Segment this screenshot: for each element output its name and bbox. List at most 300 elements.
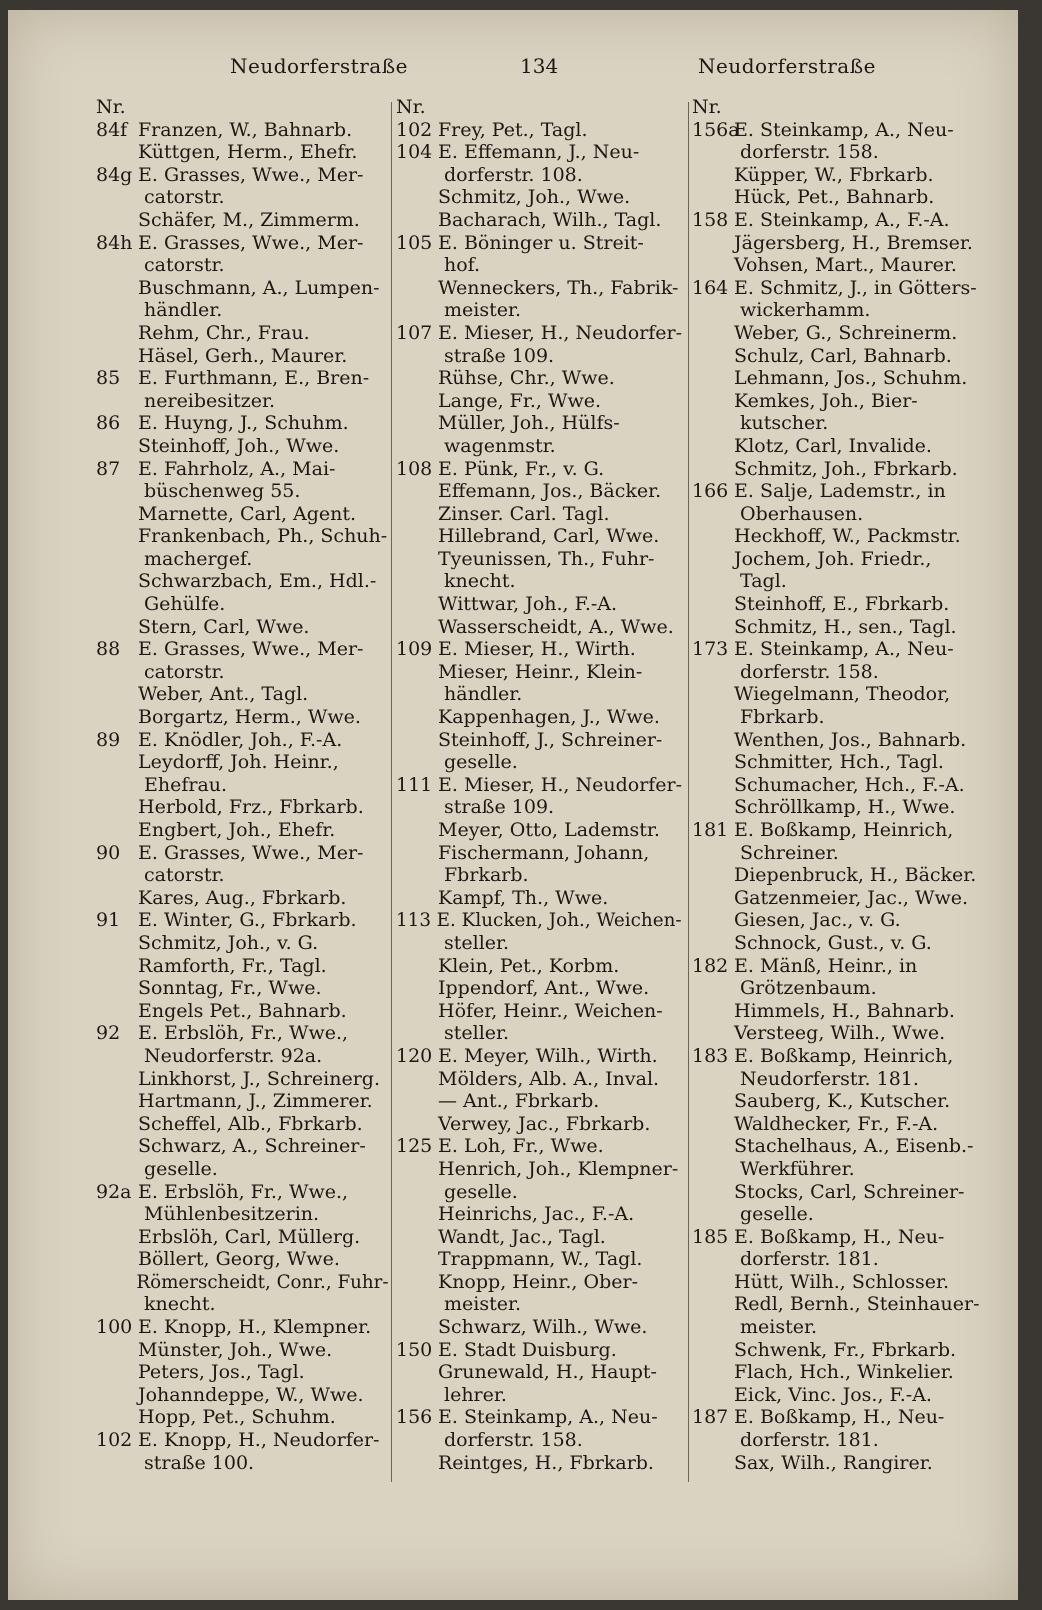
entry-text: Hütt, Wilh., Schlosser.	[734, 1270, 950, 1293]
entry-text: E. Grasses, Wwe., Mer-	[138, 163, 364, 186]
directory-entry	[692, 887, 998, 910]
entry-continuation	[396, 1181, 682, 1204]
directory-entry	[396, 458, 682, 481]
entry-text: knecht.	[144, 1293, 216, 1316]
directory-entry	[396, 1045, 682, 1068]
directory-entry	[396, 1406, 682, 1429]
entry-text: Steinhoff, J., Schreiner-	[438, 728, 663, 751]
directory-entry	[96, 1181, 388, 1204]
entry-text: Engbert, Joh., Ehefr.	[138, 819, 336, 841]
house-number: 102	[96, 1429, 133, 1452]
entry-text: E. Winter, G., Fbrkarb.	[138, 909, 357, 932]
entry-text: Marnette, Carl, Agent.	[138, 502, 357, 525]
directory-entry	[396, 955, 682, 978]
entry-text: knecht.	[444, 570, 516, 593]
entry-text: Schreiner.	[740, 841, 839, 864]
entry-text: Fbrkarb.	[444, 864, 529, 887]
entry-text: Fischermann, Johann,	[438, 841, 650, 864]
directory-entry	[692, 593, 998, 616]
entry-text: E. Knödler, Joh., F.-A.	[138, 728, 343, 751]
directory-entry	[692, 548, 998, 571]
directory-entry	[396, 774, 682, 797]
directory-entry	[692, 1226, 998, 1249]
entry-text: E. Fahrholz, A., Mai-	[138, 457, 336, 480]
house-number: 89	[96, 728, 121, 751]
entry-continuation	[396, 1022, 682, 1045]
entry-text: Sauberg, K., Kutscher.	[734, 1090, 951, 1113]
entry-text: kutscher.	[740, 412, 829, 435]
entry-text: Schröllkamp, H., Wwe.	[734, 796, 956, 819]
entry-text: dorferstr. 158.	[740, 660, 879, 683]
entry-text: catorstr.	[144, 864, 225, 887]
directory-entry	[96, 412, 388, 435]
directory-entry	[396, 390, 682, 413]
directory-entry	[396, 1248, 682, 1271]
house-number: 86	[96, 412, 121, 435]
entry-text: E. Knopp, H., Klempner.	[138, 1316, 372, 1339]
house-number: 166	[692, 480, 729, 503]
entry-text: E. Klucken, Joh., Weichen-	[436, 909, 682, 932]
entry-text: Fbrkarb.	[740, 706, 825, 729]
directory-entry	[396, 638, 682, 661]
house-number: 125	[396, 1135, 433, 1158]
entry-text: geselle.	[444, 751, 518, 774]
directory-entry	[396, 1339, 682, 1362]
entry-text: E. Erbslöh, Fr., Wwe.,	[138, 1180, 349, 1203]
entry-continuation	[96, 1045, 388, 1068]
directory-entry	[96, 503, 388, 526]
directory-entry	[692, 435, 998, 458]
directory-entry	[692, 367, 998, 390]
directory-entry	[96, 932, 388, 955]
directory-entry	[96, 887, 388, 910]
entry-text: dorferstr. 158.	[740, 141, 879, 164]
directory-entry	[692, 345, 998, 368]
directory-entry	[396, 1000, 682, 1023]
entry-text: meister.	[444, 1293, 522, 1316]
entry-continuation	[396, 796, 682, 819]
directory-page	[8, 10, 1018, 1600]
entry-text: steller.	[444, 1022, 510, 1045]
directory-entry	[96, 141, 388, 164]
entry-text: E. Meyer, Wilh., Wirth.	[438, 1044, 658, 1067]
entry-text: E. Salje, Lademstr., in	[734, 480, 946, 503]
entry-text: Werkführer.	[740, 1157, 855, 1180]
directory-entry	[96, 1022, 388, 1045]
entry-text: händler.	[444, 683, 523, 706]
directory-entry	[692, 796, 998, 819]
directory-entry	[396, 593, 682, 616]
entry-continuation	[396, 1429, 682, 1452]
directory-entry	[396, 525, 682, 548]
directory-entry	[692, 209, 998, 232]
entry-text: Hück, Pet., Bahnarb.	[734, 186, 935, 209]
house-number: 109	[396, 638, 433, 661]
directory-entry	[96, 322, 388, 345]
directory-entry	[396, 1203, 682, 1226]
directory-entry	[96, 1226, 388, 1249]
entry-text: wagenmstr.	[444, 434, 556, 457]
entry-text: Gehülfe.	[144, 593, 226, 616]
entry-continuation	[396, 345, 682, 368]
entry-text: Giesen, Jac., v. G.	[734, 909, 901, 932]
directory-entry	[96, 1429, 388, 1452]
entry-continuation	[96, 593, 388, 616]
directory-entry	[396, 909, 682, 932]
entry-text: Scheffel, Alb., Fbrkarb.	[138, 1112, 363, 1135]
house-number: 84h	[96, 231, 133, 254]
house-number: 150	[396, 1338, 433, 1361]
directory-entry	[96, 1068, 388, 1091]
directory-entry	[396, 1158, 682, 1181]
directory-entry	[692, 864, 998, 887]
house-number: 185	[692, 1225, 729, 1248]
entry-text: Lehmann, Jos., Schuhm.	[734, 367, 968, 390]
directory-entry	[96, 706, 388, 729]
directory-entry	[692, 1384, 998, 1407]
directory-entry	[396, 729, 682, 752]
directory-entry	[396, 232, 682, 255]
entry-text: Schmitz, Joh., Fbrkarb.	[734, 457, 958, 480]
entry-text: Küttgen, Herm., Ehefr.	[138, 141, 358, 164]
entry-text: Neudorferstr. 92a.	[144, 1044, 323, 1067]
entry-text: Knopp, Heinr., Ober-	[438, 1270, 639, 1293]
entry-text: Stern, Carl, Wwe.	[138, 615, 310, 638]
entry-continuation	[396, 1293, 682, 1316]
directory-entry	[96, 1270, 389, 1294]
entry-text: Mieser, Heinr., Klein-	[438, 660, 643, 683]
entry-text: Buschmann, A., Lumpen-	[138, 276, 380, 299]
directory-entry	[396, 480, 682, 503]
directory-entry	[96, 164, 388, 187]
directory-entry	[96, 1339, 388, 1362]
entry-text: Schmitz, Joh., Wwe.	[438, 186, 631, 209]
entry-text: Stachelhaus, A., Eisenb.-	[734, 1135, 974, 1158]
directory-entry	[692, 1361, 998, 1384]
directory-entry	[396, 277, 682, 300]
directory-entry	[692, 1271, 998, 1294]
directory-entry	[692, 1339, 998, 1362]
entry-continuation	[692, 503, 998, 526]
entry-continuation	[692, 1203, 998, 1226]
directory-entry	[96, 977, 388, 1000]
directory-column-1	[96, 96, 388, 1474]
house-number: 173	[692, 638, 729, 661]
directory-entry	[96, 1113, 388, 1136]
directory-entry	[396, 616, 682, 639]
entry-text: Wiegelmann, Theodor,	[734, 683, 951, 706]
directory-entry	[96, 1361, 388, 1384]
directory-entry	[396, 1113, 682, 1136]
house-number: 107	[396, 321, 433, 344]
directory-entry	[692, 932, 998, 955]
entry-text: Jägersberg, H., Bremser.	[734, 231, 973, 254]
entry-continuation	[396, 254, 682, 277]
entry-text: Ramforth, Fr., Tagl.	[138, 954, 327, 977]
directory-entry	[96, 232, 388, 255]
directory-entry	[396, 1090, 682, 1113]
entry-text: E. Steinkamp, A., Neu-	[734, 638, 954, 661]
directory-entry	[692, 1113, 998, 1136]
entry-text: E. Mänß, Heinr., in	[734, 954, 918, 977]
entry-text: E. Steinkamp, A., Neu-	[734, 118, 954, 141]
entry-continuation	[96, 1203, 388, 1226]
directory-entry	[692, 638, 998, 661]
entry-text: straße 109.	[444, 344, 555, 367]
house-number: 113	[396, 909, 432, 932]
directory-entry	[692, 616, 998, 639]
entry-text: Hartmann, J., Zimmerer.	[138, 1090, 373, 1113]
directory-entry	[96, 458, 388, 481]
directory-entry	[396, 706, 682, 729]
directory-entry	[692, 1090, 998, 1113]
running-head-right: Neudorferstraße	[698, 54, 876, 78]
entry-text: E. Boßkamp, H., Neu-	[734, 1406, 945, 1429]
entry-text: steller.	[444, 931, 510, 954]
directory-entry	[692, 1452, 998, 1475]
entry-continuation	[96, 1452, 388, 1475]
page-header	[8, 54, 1018, 88]
entry-continuation	[692, 1429, 998, 1452]
entry-continuation	[96, 186, 388, 209]
directory-entry	[692, 1045, 998, 1068]
entry-text: Mühlenbesitzerin.	[144, 1203, 320, 1226]
entry-continuation	[396, 299, 682, 322]
house-number: 85	[96, 367, 121, 390]
entry-text: machergef.	[144, 547, 253, 570]
house-number: 100	[96, 1316, 133, 1339]
entry-continuation	[692, 706, 998, 729]
entry-text: Steinhoff, E., Fbrkarb.	[734, 593, 950, 616]
directory-entry	[396, 1226, 682, 1249]
directory-entry	[692, 525, 998, 548]
entry-text: E. Böninger u. Streit-	[438, 231, 644, 254]
entry-text: Herbold, Frz., Fbrkarb.	[138, 796, 364, 819]
entry-text: Meyer, Otto, Lademstr.	[438, 819, 660, 841]
directory-entry	[96, 1248, 388, 1271]
column-divider	[688, 102, 689, 1482]
entry-continuation	[396, 570, 682, 593]
entry-text: E. Grasses, Wwe., Mer-	[138, 638, 364, 661]
entry-continuation	[396, 435, 682, 458]
entry-text: E. Steinkamp, A., Neu-	[438, 1406, 658, 1429]
entry-text: Frankenbach, Ph., Schuh-	[138, 525, 388, 548]
entry-text: E. Boßkamp, H., Neu-	[734, 1225, 945, 1248]
entry-text: Schulz, Carl, Bahnarb.	[734, 344, 952, 367]
entry-text: Mölders, Alb. A., Inval.	[438, 1067, 660, 1090]
directory-entry	[396, 503, 682, 526]
entry-text: Franzen, W., Bahnarb.	[138, 118, 353, 141]
house-number: 187	[692, 1406, 729, 1429]
house-number: 104	[396, 141, 433, 164]
directory-entry	[396, 322, 682, 345]
entry-text: Weber, G., Schreinerm.	[734, 321, 958, 344]
entry-continuation	[692, 661, 998, 684]
entry-continuation	[692, 412, 998, 435]
entry-text: E. Boßkamp, Heinrich,	[734, 819, 954, 841]
house-number: 158	[692, 208, 729, 231]
entry-text: E. Mieser, H., Neudorfer-	[438, 321, 683, 344]
entry-text: E. Pünk, Fr., v. G.	[438, 457, 605, 480]
entry-text: geselle.	[444, 1180, 518, 1203]
entry-text: Diepenbruck, H., Bäcker.	[734, 864, 977, 887]
entry-text: Versteeg, Wilh., Wwe.	[734, 1022, 946, 1045]
directory-entry	[692, 683, 998, 706]
house-number: 88	[96, 638, 121, 661]
entry-text: dorferstr. 181.	[740, 1429, 879, 1452]
directory-entry	[396, 1361, 682, 1384]
entry-text: Häsel, Gerh., Maurer.	[138, 344, 348, 367]
entry-text: Kappenhagen, J., Wwe.	[438, 706, 660, 729]
entry-text: Bacharach, Wilh., Tagl.	[438, 208, 662, 231]
entry-continuation	[96, 1293, 388, 1316]
directory-entry	[96, 1316, 388, 1339]
entry-text: catorstr.	[144, 254, 225, 277]
house-number: 120	[396, 1044, 433, 1067]
directory-entry	[692, 322, 998, 345]
directory-entry	[96, 796, 388, 819]
directory-entry	[396, 119, 682, 142]
entry-text: Borgartz, Herm., Wwe.	[138, 706, 361, 729]
entry-continuation	[96, 661, 388, 684]
entry-text: Erbslöh, Carl, Müllerg.	[138, 1225, 361, 1248]
entry-continuation	[692, 977, 998, 1000]
entry-text: Böllert, Georg, Wwe.	[138, 1248, 340, 1271]
entry-continuation	[396, 164, 682, 187]
directory-entry	[96, 345, 388, 368]
entry-continuation	[692, 1316, 998, 1339]
entry-text: Oberhausen.	[740, 502, 864, 525]
house-number: 182	[692, 954, 729, 977]
entry-text: E. Erbslöh, Fr., Wwe.,	[138, 1022, 349, 1045]
entry-text: Verwey, Jac., Fbrkarb.	[438, 1112, 651, 1135]
house-number: 91	[96, 909, 121, 932]
entry-text: Schmitz, Joh., v. G.	[138, 931, 319, 954]
directory-entry	[396, 887, 682, 910]
entry-text: Johanndeppe, W., Wwe.	[138, 1383, 364, 1406]
directory-entry	[96, 525, 388, 548]
entry-continuation	[692, 842, 998, 865]
entry-text: dorferstr. 158.	[444, 1429, 583, 1452]
directory-entry	[396, 1452, 682, 1475]
house-number: 92a	[96, 1180, 132, 1203]
directory-entry	[96, 119, 388, 142]
entry-text: Gatzenmeier, Jac., Wwe.	[734, 886, 969, 909]
entry-text: Tagl.	[740, 570, 787, 593]
entry-text: catorstr.	[144, 660, 225, 683]
entry-text: E. Stadt Duisburg.	[438, 1338, 617, 1361]
entry-text: wickerhamm.	[740, 299, 871, 322]
entry-text: Schmitter, Hch., Tagl.	[734, 751, 944, 774]
directory-entry	[692, 164, 998, 187]
entry-continuation	[692, 141, 998, 164]
entry-text: Jochem, Joh. Friedr.,	[734, 547, 932, 570]
entry-text: Redl, Bernh., Steinhauer-	[734, 1293, 980, 1316]
entry-text: Heinrichs, Jac., F.-A.	[438, 1203, 635, 1226]
entry-continuation	[96, 299, 388, 322]
entry-text: Weber, Ant., Tagl.	[138, 683, 309, 706]
directory-entry	[96, 751, 388, 774]
directory-entry	[692, 186, 998, 209]
directory-entry	[692, 1293, 998, 1316]
entry-text: Hillebrand, Carl, Wwe.	[438, 525, 660, 548]
directory-entry	[692, 458, 998, 481]
house-number: 183	[692, 1044, 729, 1067]
directory-entry	[396, 661, 682, 684]
directory-entry	[692, 774, 998, 797]
entry-text: Eick, Vinc. Jos., F.-A.	[734, 1383, 932, 1406]
entry-text: Ehefrau.	[144, 773, 228, 796]
entry-text: Vohsen, Mart., Maurer.	[734, 254, 957, 277]
entry-text: meister.	[444, 299, 522, 322]
entry-continuation	[96, 774, 388, 797]
entry-text: Tyeunissen, Th., Fuhr-	[438, 547, 655, 570]
entry-text: Leydorff, Joh. Heinr.,	[138, 751, 339, 774]
directory-entry	[96, 955, 388, 978]
directory-entry	[396, 141, 682, 164]
directory-entry	[396, 842, 682, 865]
directory-entry	[692, 1135, 998, 1158]
directory-entry	[396, 1135, 682, 1158]
directory-column-2	[396, 96, 682, 1474]
directory-entry	[96, 909, 388, 932]
entry-continuation	[692, 570, 998, 593]
directory-entry	[692, 955, 998, 978]
entry-text: dorferstr. 181.	[740, 1248, 879, 1271]
directory-entry	[692, 277, 998, 300]
directory-entry	[692, 254, 998, 277]
entry-text: Flach, Hch., Winkelier.	[734, 1361, 954, 1384]
directory-entry	[396, 1316, 682, 1339]
entry-text: E. Loh, Fr., Wwe.	[438, 1135, 604, 1158]
page-number: 134	[520, 54, 559, 78]
directory-entry	[692, 819, 998, 842]
entry-continuation	[396, 683, 682, 706]
directory-entry	[96, 638, 388, 661]
entry-text: Stocks, Carl, Schreiner-	[734, 1180, 965, 1203]
entry-text: Schwarzbach, Em., Hdl.-	[138, 570, 377, 593]
entry-text: Steinhoff, Joh., Wwe.	[138, 434, 340, 457]
house-number: 105	[396, 231, 433, 254]
entry-continuation	[692, 1158, 998, 1181]
column-number-heading: Nr.	[96, 96, 126, 118]
entry-text: Schwarz, A., Schreiner-	[138, 1135, 366, 1158]
entry-text: Kemkes, Joh., Bier-	[734, 389, 918, 412]
entry-continuation	[96, 548, 388, 571]
entry-text: Schnock, Gust., v. G.	[734, 931, 932, 954]
entry-text: Ippendorf, Ant., Wwe.	[438, 977, 650, 1000]
entry-text: Müller, Joh., Hülfs-	[438, 412, 620, 435]
entry-text: E. Effemann, J., Neu-	[438, 141, 640, 164]
column-number-heading: Nr.	[692, 96, 722, 118]
entry-text: Schmitz, H., sen., Tagl.	[734, 615, 957, 638]
entry-text: E. Mieser, H., Wirth.	[438, 638, 636, 661]
entry-text: Klein, Pet., Korbm.	[438, 954, 620, 977]
entry-text: dorferstr. 108.	[444, 163, 583, 186]
entry-text: E. Steinkamp, A., F.-A.	[734, 208, 950, 231]
entry-text: büschenweg 55.	[144, 480, 301, 503]
entry-text: geselle.	[144, 1157, 218, 1180]
directory-entry	[692, 1022, 998, 1045]
house-number: 164	[692, 276, 729, 299]
house-number: 108	[396, 457, 433, 480]
entry-text: Heckhoff, W., Packmstr.	[734, 525, 961, 548]
directory-entry	[396, 367, 682, 390]
directory-entry	[96, 842, 388, 865]
entry-text: Schwarz, Wilh., Wwe.	[438, 1316, 648, 1339]
directory-entry	[96, 367, 388, 390]
directory-entry	[692, 729, 998, 752]
